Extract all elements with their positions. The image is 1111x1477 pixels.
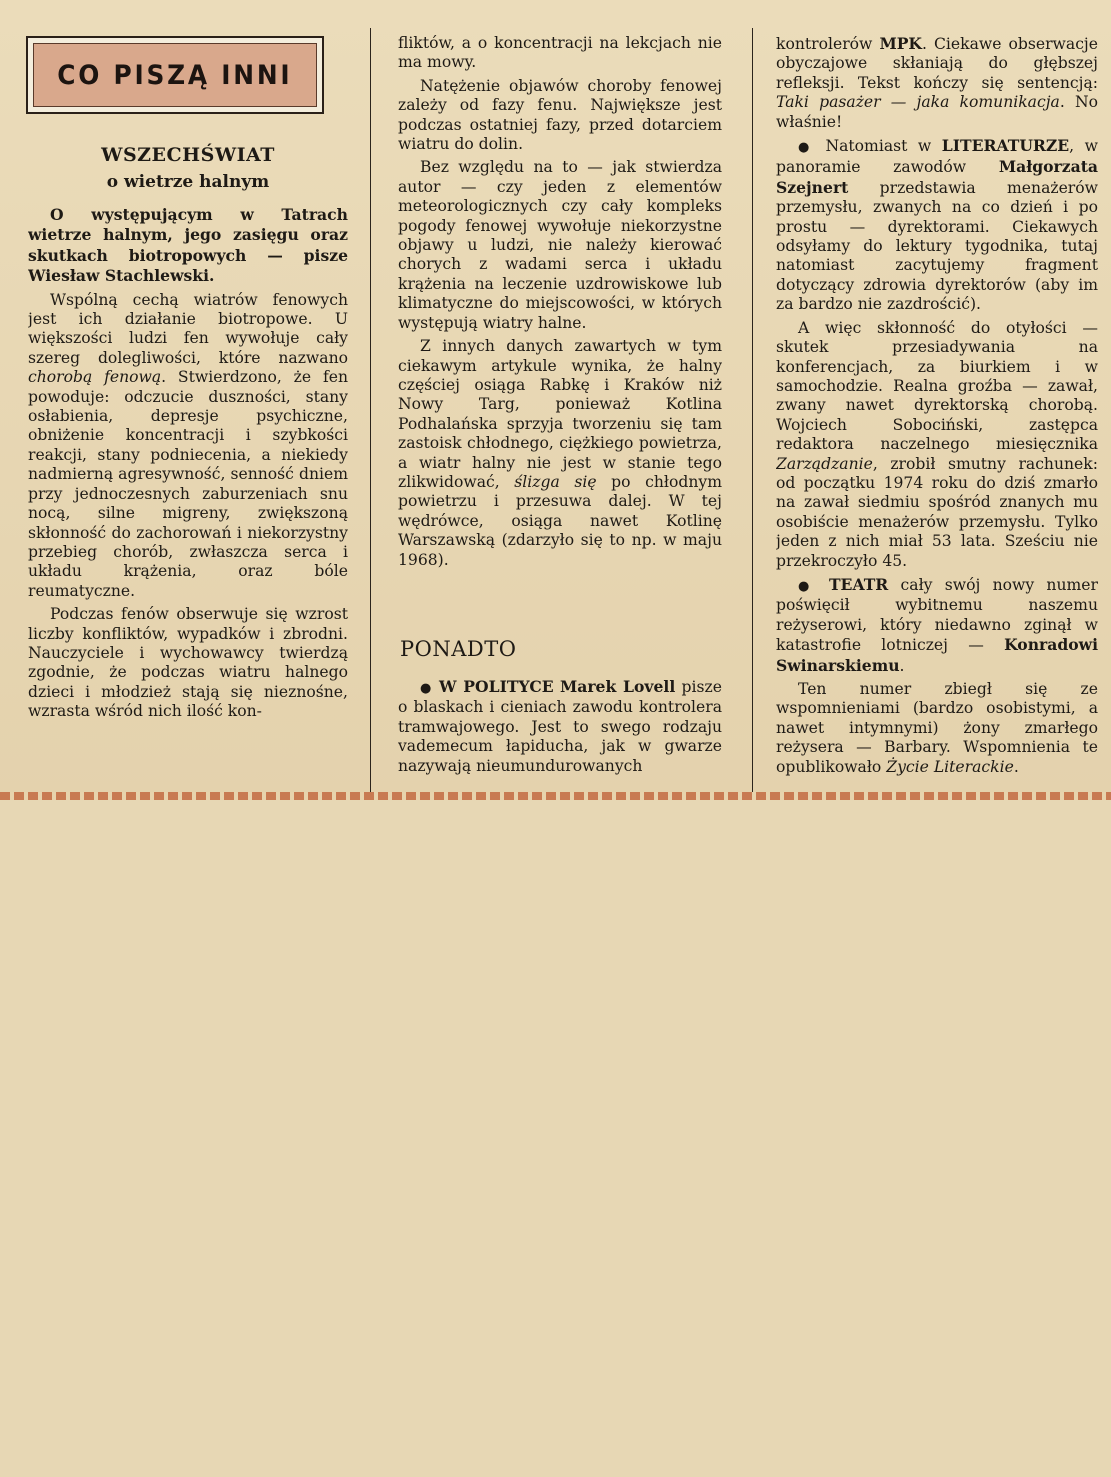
paragraph <box>776 575 1098 676</box>
magazine-name: LITERATURZE <box>941 136 1070 156</box>
ponadto-heading: PONADTO <box>400 637 517 661</box>
column-header-box <box>26 36 324 114</box>
text-fragment: Z innych danych zawartych w tym ciekawym artykule wynika, że halny częściej osiąga Rabkę i Kraków niż Nowy Targ, ponieważ Kotlina Podhalańska sprzyja tworzeniu się tam zastoisk chłodnego, ciężkiego powietrza, a wiatr halny nie jest w stanie tego zlikwidować, <box>398 337 722 491</box>
column-divider <box>370 28 371 800</box>
text-fragment: przedstawia menażerów przemysłu, zwanych na co dzień i po prostu — dyrektorami. Ciekawych odsyłamy do lektury tygodnika, tutaj natomiast zacytujemy fragment dotyczący zdrowia dyrektorów (aby im za bardzo nie zazdrościć). <box>776 178 1098 314</box>
author-name: Wiesław Stachlewski <box>28 266 209 286</box>
italic-quote: Taki pasażer — jaka komunikacja <box>776 93 1060 112</box>
paragraph <box>398 337 722 570</box>
text-fragment: kontrolerów <box>776 35 880 53</box>
italic-term: Życie Literackie <box>886 757 1014 776</box>
italic-term: Zarządzanie <box>776 454 873 473</box>
paragraph <box>398 677 722 776</box>
bullet-icon: ● <box>420 681 433 696</box>
paragraph <box>776 680 1098 777</box>
text-fragment: , w panoramie zawodów <box>776 137 1098 177</box>
text-fragment: Wspólną cechą wiatrów fenowych jest ich działanie biotropowe. U większości ludzi fen wywołuje cały szereg dolegliwości, które nazwano <box>28 290 348 367</box>
text-fragment: Natomiast w <box>825 137 942 156</box>
paragraph <box>776 136 1098 315</box>
column-header-panel <box>33 43 317 107</box>
magazine-name: W POLITYCE <box>439 677 554 696</box>
paragraph <box>776 34 1098 132</box>
article-column-3 <box>776 34 1098 834</box>
section-subtitle: o wietrze halnym <box>106 172 270 192</box>
author-name: Małgorzata Szejnert <box>776 157 1098 197</box>
text-fragment: Ten numer zbiegł się ze wspomnieniami (bardzo osobistymi, a nawet intymnymi) żony zmarłego reżysera — Barbary. Wspomnienia te opublikowało <box>776 680 1098 776</box>
text-fragment: . Ciekawe obserwacje obyczajowe skłaniają do głębszej refleksji. Tekst kończy się sentencją: <box>776 35 1098 92</box>
torn-edge <box>0 792 1111 800</box>
text-fragment: . Stwierdzono, że fen powoduje: odczucie duszności, stany osłabienia, depresje psychiczne, obniżenie koncentracji i szybkości reakcji, stany podniecenia, a niekiedy nadmierną agresywność, senność dniem przy jednoczesnych zaburzeniach snu nocą, silne migreny, zwiększoną skłonność do zachorowań i niekorzystny przebieg chorób, zwłaszcza serca i układu krążenia, oraz bóle reumatyczne. <box>28 368 348 600</box>
text-fragment: pisze o blaskach i cieniach zawodu kontrolera tramwajowego. Jest to swego rodzaju vademecum łapiducha, jak w gwarze nazywają nieumundurowanych <box>398 678 722 775</box>
text-fragment: A więc skłonność do otyłości — skutek przesiadywania na konferencjach, za biurkiem i w samochodzie. Realna groźba — zawał, zwany nawet dyrektorską chorobą. Wojciech Sobociński, zastępca redaktora naczelnego miesięcznika <box>776 318 1098 454</box>
text-fragment: . <box>209 266 215 286</box>
column-divider <box>752 28 753 800</box>
paragraph: Natężenie objawów choroby fenowej zależy od fazy fenu. Największe jest podczas ostatniej fazy, przed dotarciem wiatru do dolin. <box>398 76 722 154</box>
bullet-icon: ● <box>798 578 817 594</box>
paragraph <box>28 205 348 287</box>
section-title: WSZECHŚWIAT <box>101 144 275 166</box>
italic-term: ślizga się <box>514 472 597 491</box>
lead-text: O występującym w Tatrach wietrze halnym, jego zasięgu oraz skutkach biotropowych — pisze <box>28 205 348 265</box>
paragraph: Podczas fenów obserwuje się wzrost liczby konfliktów, wypadków i zbrodni. Nauczyciele i wychowawcy twierdzą zgodnie, że podczas wiatru halnego dzieci i młodzież stają się nieznośne, wzrasta wśród nich ilość kon- <box>28 605 348 721</box>
person-name: Konradowi Swinarskiemu <box>776 635 1098 675</box>
text-fragment: . <box>1013 757 1019 776</box>
text-fragment: . No właśnie! <box>776 93 1098 131</box>
text-fragment: . <box>899 656 905 675</box>
column-header-title: CO PISZĄ INNI <box>57 59 293 91</box>
article-column-1 <box>28 205 348 1005</box>
bullet-icon: ● <box>798 140 815 156</box>
text-fragment: , zrobił smutny rachunek: od początku 1974 roku do dziś zmarło na zawał siedmiu spośród znanych mu osobiście menażerów przemysłu. Tylko jeden z nich miał 53 lata. Sześciu nie przekroczyło 45. <box>776 454 1098 570</box>
author-name: Marek Lovell <box>559 677 676 696</box>
paragraph: Bez względu na to — jak stwierdza autor — czy jeden z elementów meteorologicznych czy cały kompleks pogody fenowej wywołuje niekorzystne objawy u ludzi, nie należy kierować chorych z wadami serca i układu krążenia na leczenie uzdrowiskowe lub klimatyczne do miejscowości, w których występują wiatry halne. <box>398 158 722 332</box>
italic-term: chorobą fenową <box>28 368 162 387</box>
magazine-name: TEATR <box>828 574 889 594</box>
acronym: MPK <box>879 34 922 53</box>
text-fragment: cały swój nowy numer poświęcił wybitnemu naszemu reżyserowi, który niedawno zginął w katastrofie lotniczej — <box>776 575 1098 655</box>
paragraph <box>776 319 1098 571</box>
paragraph: fliktów, a o koncentracji na lekcjach nie ma mowy. <box>398 34 722 72</box>
text-fragment: po chłodnym powietrzu i przesuwa dalej. W tej wędrówce, osiąga nawet Kotlinę Warszawską (zdarzyło się to np. w maju 1968). <box>398 472 722 569</box>
paragraph <box>28 291 348 602</box>
